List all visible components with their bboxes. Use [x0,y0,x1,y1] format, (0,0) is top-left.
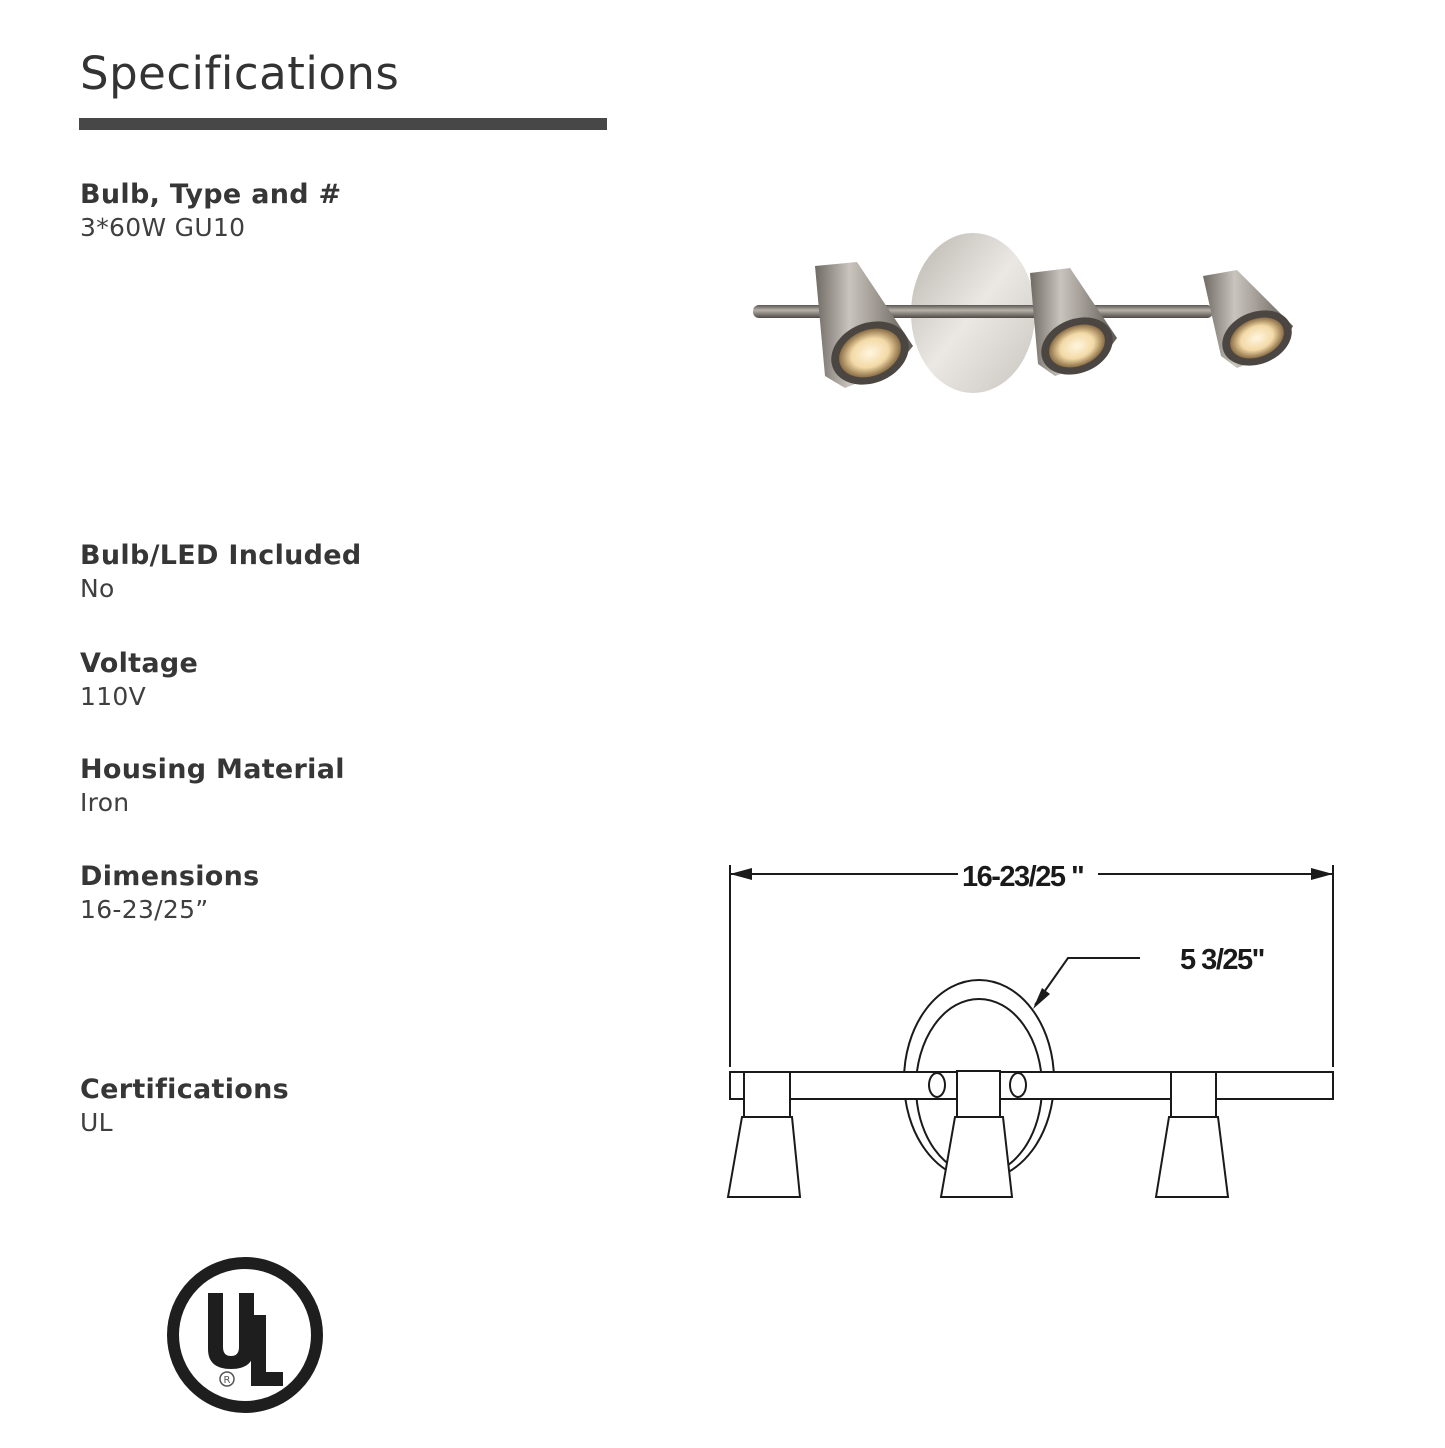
ul-certification-icon [165,1255,325,1415]
spec-value: 110V [80,682,147,711]
product-photo [745,228,1305,398]
spec-label: Bulb, Type and # [80,179,342,210]
spec-dimensions [80,860,260,926]
spotlight-right [1203,270,1300,376]
page-title: Specifications [80,47,400,100]
spec-value: No [80,574,115,603]
spec-bulb-type [80,178,341,244]
spec-label: Certifications [80,1074,290,1105]
spec-label: Housing Material [80,754,345,785]
spec-value: Iron [80,788,130,817]
spec-value: 3*60W GU10 [80,213,246,242]
registered-mark: R [223,1375,231,1386]
spec-housing-material [80,753,345,819]
spec-label: Dimensions [80,861,260,892]
spec-certifications [80,1073,289,1139]
spec-bulb-included [80,539,362,605]
spec-value: UL [80,1108,113,1137]
spec-value: 16-23/25” [80,895,209,924]
title-underline [79,118,607,130]
plate-diameter-label: 5 3/25" [1180,944,1264,976]
overall-width-label: 16-23/25 " [962,861,1084,893]
spotlight-center [1030,268,1121,385]
spec-voltage [80,647,198,713]
spotlight-left [815,262,918,396]
dimension-drawing [720,855,1350,1210]
spec-label: Voltage [80,648,199,679]
spec-label: Bulb/LED Included [80,540,362,571]
